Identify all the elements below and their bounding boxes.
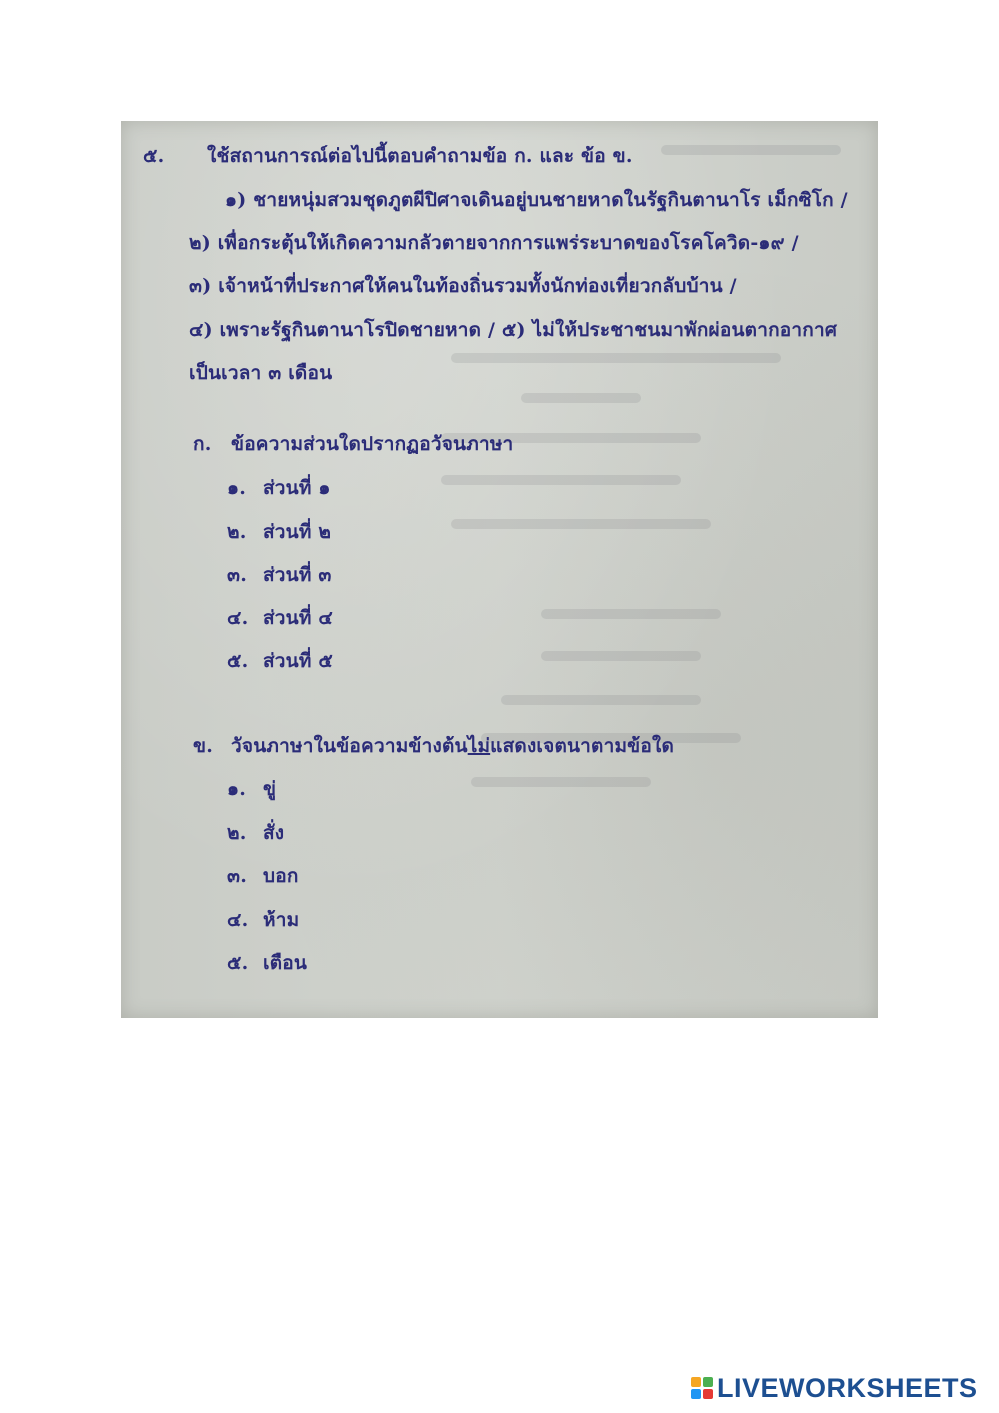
question-instruction: ใช้สถานการณ์ต่อไปนี้ตอบคำถามข้อ ก. และ ข้อ ข.: [207, 145, 633, 167]
part-a-choice[interactable]: ๑. ส่วนที่ ๑: [227, 477, 331, 499]
part-a-choice[interactable]: ๕. ส่วนที่ ๕: [227, 650, 333, 672]
liveworksheets-logo: [691, 1373, 978, 1403]
part-b-question-emphasis: ไม่: [467, 735, 491, 757]
logo-square-1: [691, 1377, 701, 1387]
part-b-question-end: แสดงเจตนาตามข้อใด: [490, 735, 675, 757]
part-a-prompt: [193, 431, 513, 457]
bleed-through-text: [471, 777, 651, 787]
logo-square-2: [703, 1377, 713, 1387]
bleed-through-text: [541, 651, 701, 661]
bleed-through-text: [541, 609, 721, 619]
part-b-prompt: [193, 733, 674, 759]
passage-line-5: เป็นเวลา ๓ เดือน: [189, 362, 333, 384]
part-a-question: ข้อความส่วนใดปรากฏอวัจนภาษา: [231, 433, 514, 455]
question-header: [143, 143, 633, 169]
part-b-choice[interactable]: ๕. เตือน: [227, 952, 308, 974]
bleed-through-text: [501, 695, 701, 705]
liveworksheets-logo-icon: [691, 1377, 713, 1399]
part-b-label: ข.: [193, 735, 214, 757]
logo-square-3: [691, 1389, 701, 1399]
part-b-choice[interactable]: ๒. สั่ง: [227, 822, 285, 844]
part-b-choice[interactable]: ๔. ห้าม: [227, 909, 300, 931]
passage-line-4: ๔) เพราะรัฐกินตานาโรปิดชายหาด / ๕) ไม่ให้ประชาชนมาพักผ่อนตากอากาศ: [189, 319, 838, 341]
logo-wordmark: LIVEWORKSHEETS: [717, 1372, 978, 1403]
question-number: ๕.: [143, 145, 165, 167]
part-b-choice[interactable]: ๓. บอก: [227, 865, 299, 887]
part-a-choice[interactable]: ๒. ส่วนที่ ๒: [227, 521, 332, 543]
part-b-choice[interactable]: ๑. ขู่: [227, 778, 277, 800]
bleed-through-text: [521, 393, 641, 403]
part-a-label: ก.: [193, 433, 212, 455]
scanned-worksheet: [121, 121, 878, 1018]
bleed-through-text: [451, 519, 711, 529]
passage-line-2: ๒) เพื่อกระตุ้นให้เกิดความกลัวตายจากการแพร่ระบาดของโรคโควิด-๑๙ /: [189, 232, 799, 254]
bleed-through-text: [441, 475, 681, 485]
passage-line-1: ๑) ชายหนุ่มสวมชุดภูตผีปิศาจเดินอยู่บนชายหาดในรัฐกินตานาโร เม็กซิโก /: [225, 189, 848, 211]
part-a-choice[interactable]: ๔. ส่วนที่ ๔: [227, 607, 333, 629]
bleed-through-text: [451, 353, 781, 363]
passage-line-3: ๓) เจ้าหน้าที่ประกาศให้คนในท้องถิ่นรวมทั้งนักท่องเที่ยวกลับบ้าน /: [189, 275, 737, 297]
bleed-through-text: [661, 145, 841, 155]
part-a-choice[interactable]: ๓. ส่วนที่ ๓: [227, 564, 332, 586]
part-b-question-start: วัจนภาษาในข้อความข้างต้น: [231, 735, 468, 757]
logo-square-4: [703, 1389, 713, 1399]
